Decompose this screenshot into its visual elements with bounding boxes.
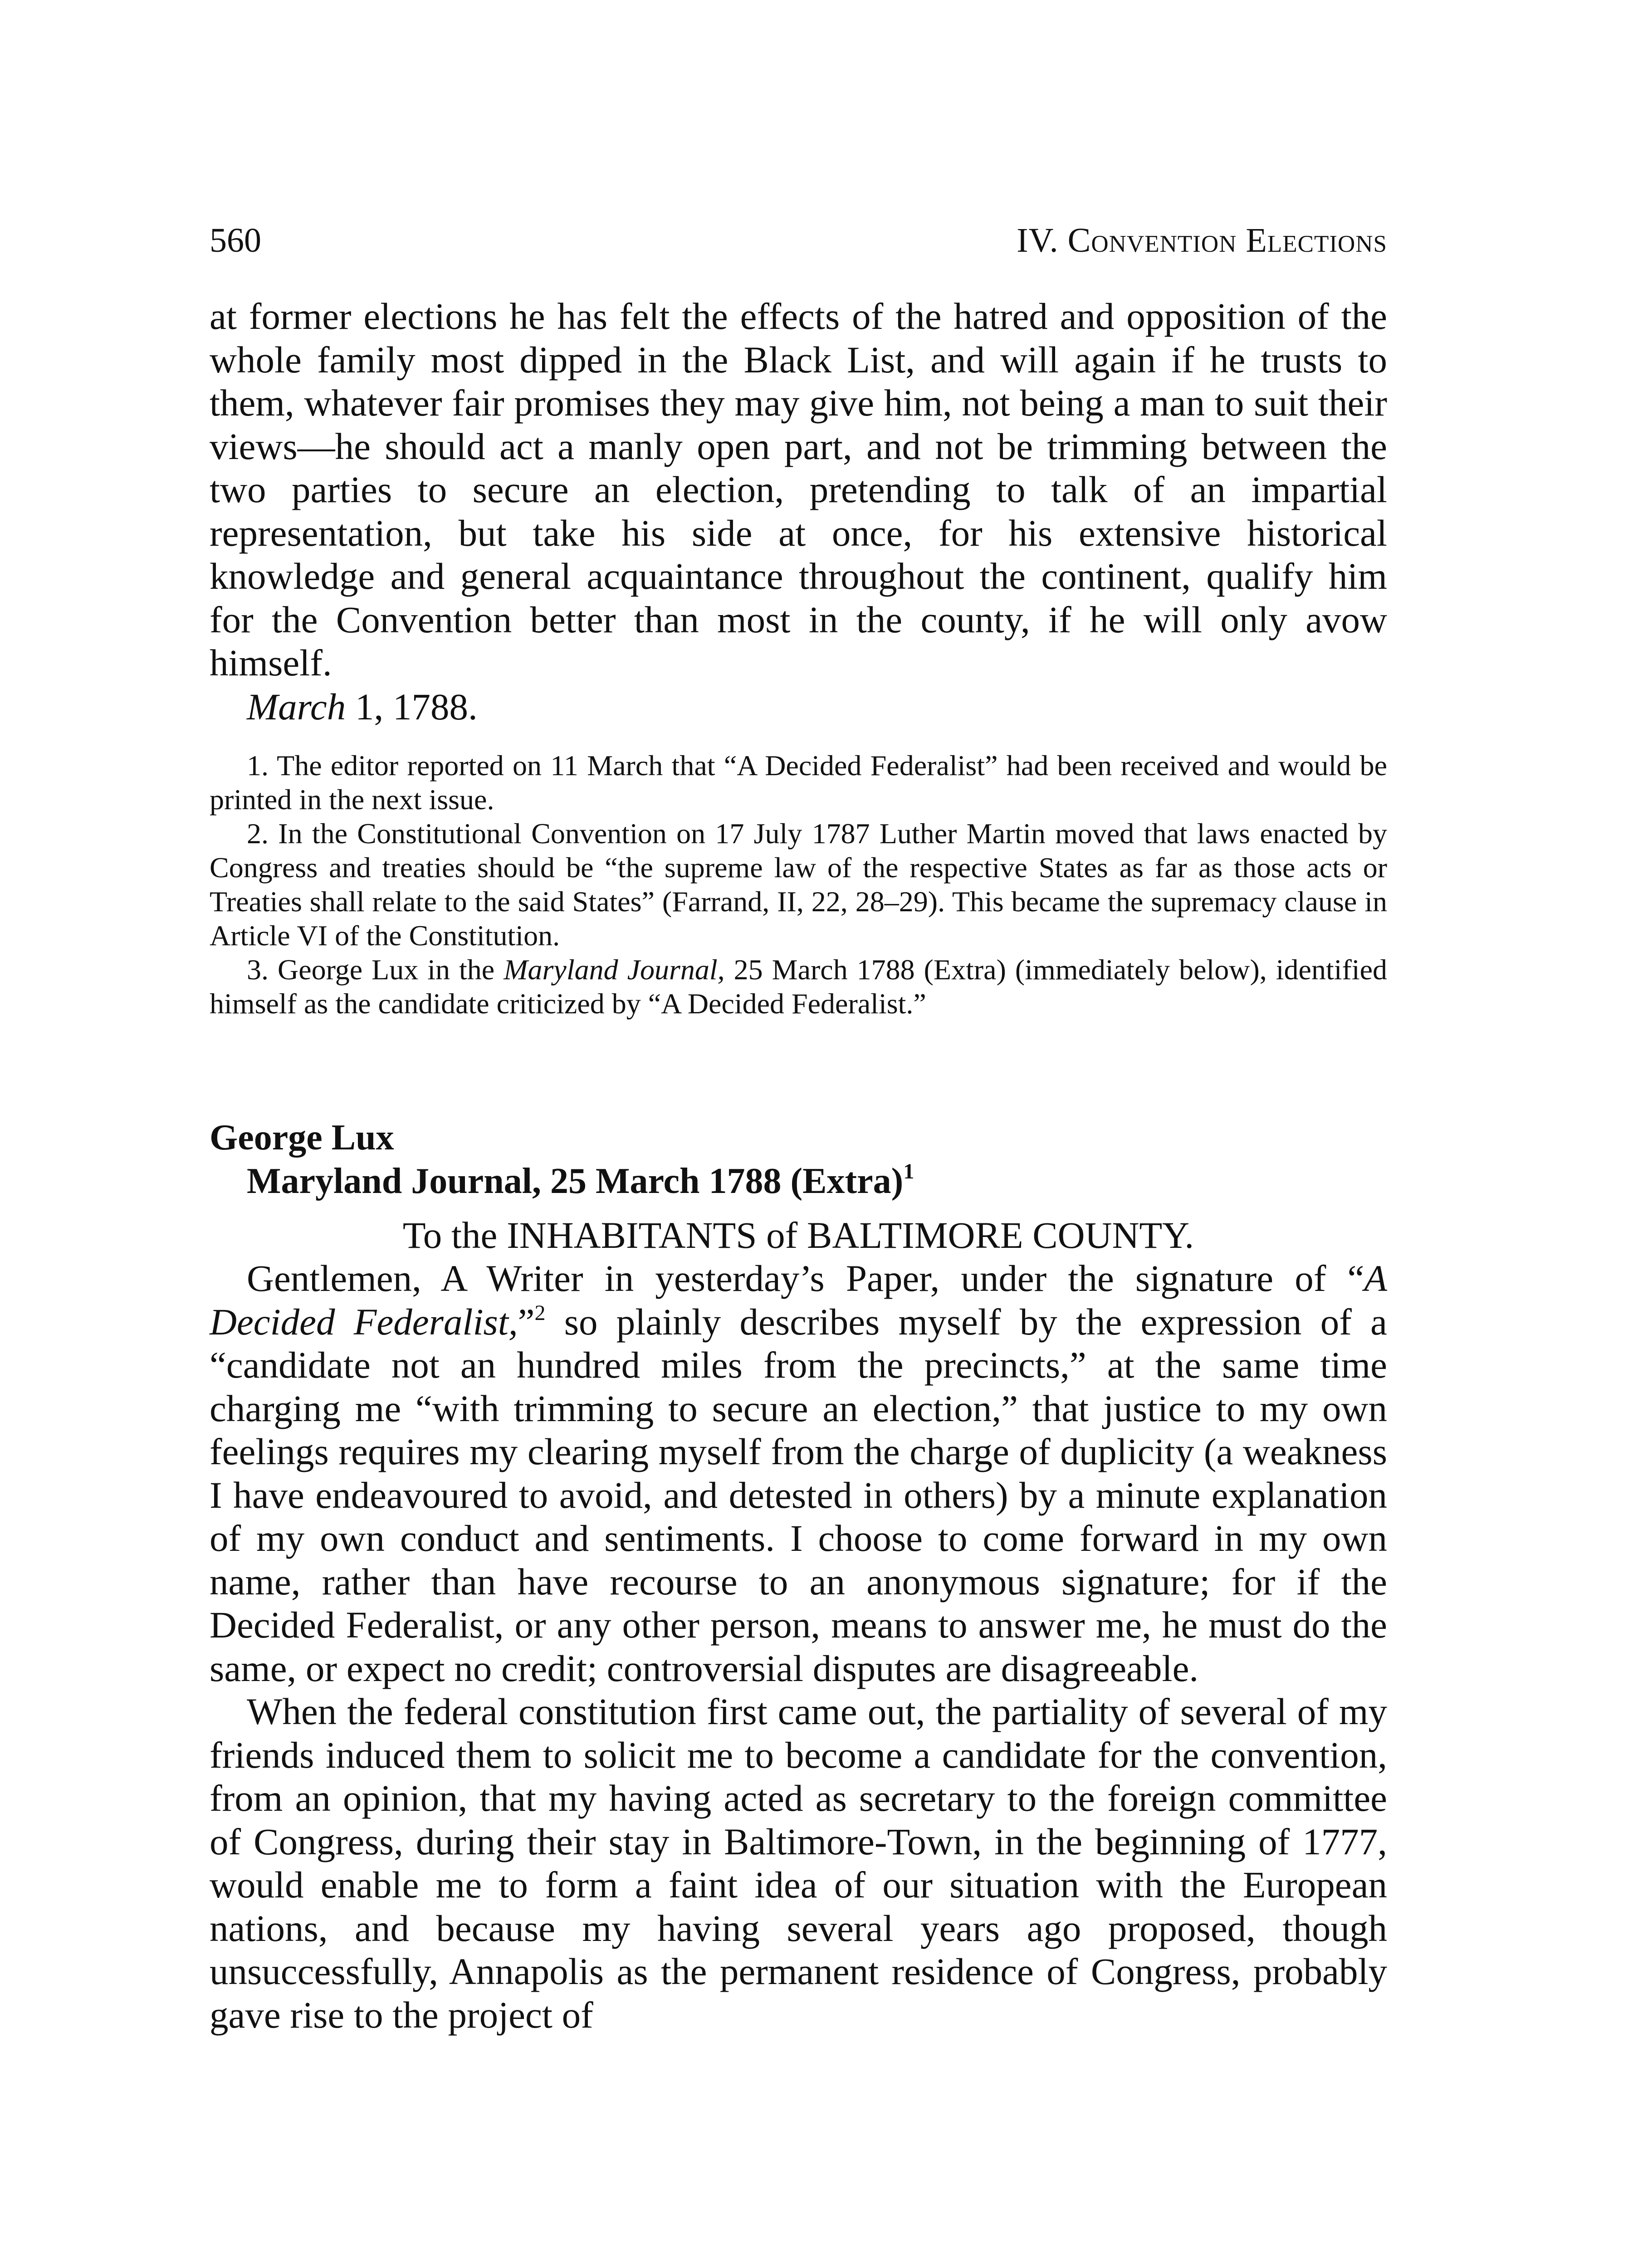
footnote-1: 1. The editor reported on 11 March that “A Decided Federalist” had been received and would be printed in the next issue. [210, 749, 1387, 816]
footnote-3-start: 3. George Lux in the [247, 953, 504, 986]
date-rest: 1, 1788. [346, 685, 478, 728]
dateline [210, 685, 1387, 728]
document-source: Maryland Journal, 25 March 1788 (Extra) [247, 1161, 904, 1201]
p1-end: so plainly describes myself by the expression of a “candidate not an hundred miles from the precincts,” at the same time charging me “with trimming to secure an election,” that justice to my own feelings requires my clearing myself from the charge of duplicity (a weakness I have endeavoured to avoid, and detested in others) by a minute explanation of my own conduct and sentiments. I choose to come forward in my own name, rather than have recourse to an anonymous signature; for if the Decided Federalist, or any other person, means to answer me, he must do the same, or expect no credit; controversial disputes are disagreeable. [210, 1300, 1387, 1689]
date-month: March [247, 685, 346, 728]
document-paragraph-2: When the federal constitution first came out, the partiality of several of my friends induced them to solicit me to become a candidate for the convention, from an opinion, that my having acted as secretary to the foreign committee of Congress, during their stay in Baltimore-Town, in the beginning of 1777, would enable me to form a faint idea of our situation with the European nations, and because my having several years ago proposed, though unsuccessfully, Annapolis as the permanent residence of Congress, probably gave rise to the project of [210, 1691, 1387, 2036]
continuation-text [210, 295, 1387, 685]
document-header [210, 1116, 1387, 1203]
footnote-2: 2. In the Constitutional Convention on 17 July 1787 Luther Martin moved that laws enacted by Congress and treaties should be “the supreme law of the respective States as far as those acts or Treaties shall relate to the said States” (Farrand, II, 22, 28–29). This became the supremacy clause in Article VI of the Constitution. [210, 817, 1387, 952]
source-note-ref: 1 [903, 1159, 914, 1183]
page-number: 560 [210, 221, 261, 259]
footnotes [210, 748, 1387, 1021]
document-author: George Lux [210, 1117, 394, 1158]
page [210, 218, 1387, 2037]
p1-start: Gentlemen, A Writer in yesterday’s Paper, under the signature of “ [247, 1257, 1364, 1299]
p1-note-ref: 2 [534, 1300, 546, 1325]
document-paragraph-1 [210, 1257, 1387, 1690]
document-body [210, 1257, 1387, 2037]
section-title: IV. Convention Elections [1017, 221, 1387, 259]
footnote-3-journal: Maryland Journal, [504, 953, 725, 986]
continuation-paragraph: at former elections he has felt the effects of the hatred and opposition of the whole family most dipped in the Black List, and will again if he trusts to them, whatever fair promises they may give him, not being a man to suit their views—he should act a manly open part, and not be trimming between the two parties to secure an election, pretending to talk of an impartial representation, but take his side at once, for his extensive historical knowledge and general acquaintance throughout the continent, qualify him for the Convention better than most in the county, if he will only avow himself. [210, 295, 1387, 684]
address-line: To the INHABITANTS of BALTIMORE COUNTY. [402, 1214, 1194, 1256]
p1-quote-close: ” [518, 1300, 535, 1343]
document-source-line [210, 1159, 1387, 1203]
footnote-3 [210, 953, 1387, 1021]
running-head [210, 218, 1387, 263]
p1-pseudonym: A Decided Federalist, [210, 1257, 1387, 1343]
footnote-3-end: 25 March 1788 (Extra) (immediately below), identified himself as the candidate criticized by “A Decided Federalist.” [210, 953, 1388, 1020]
